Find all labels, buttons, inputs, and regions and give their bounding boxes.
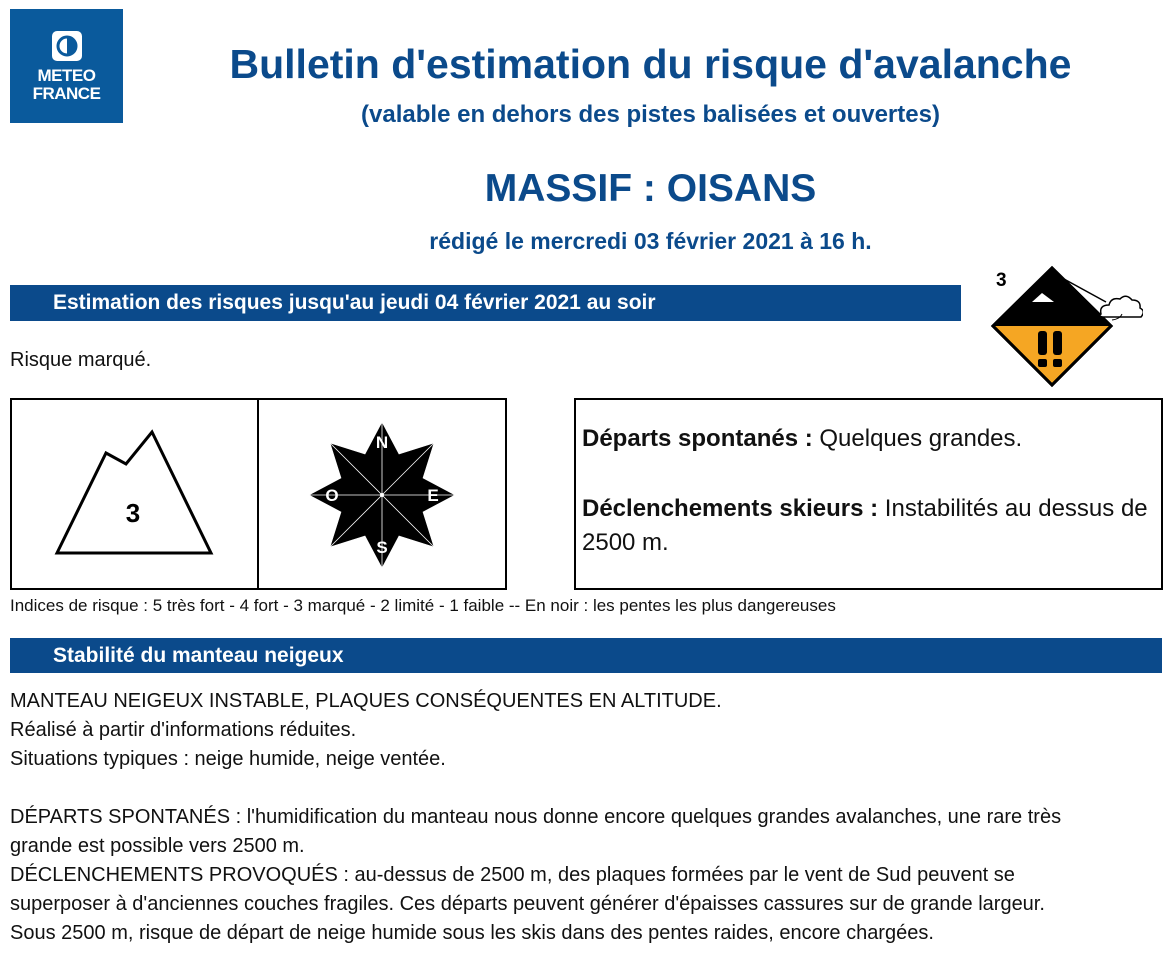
stability-section-title: Stabilité du manteau neigeux	[53, 644, 344, 667]
meteo-france-logo	[10, 9, 123, 123]
risk-level-pictogram	[988, 262, 1143, 395]
compass-west-label: O	[325, 486, 339, 505]
declench-value: Instabilités au dessus de 2500 m.	[582, 495, 1148, 556]
stability-line: superposer à d'anciennes couches fragiles. Ces départs peuvent générer d'épaisses cassures sur de grande largeur.	[10, 893, 1045, 915]
aspect-rose-box	[257, 398, 507, 590]
massif-name: MASSIF : OISANS	[484, 167, 817, 210]
compass-rose-icon	[259, 400, 505, 588]
declench-label: Déclenchements skieurs :	[582, 495, 879, 522]
stability-line: Situations typiques : neige humide, neige ventée.	[10, 748, 446, 770]
risk-summary: Risque marqué.	[10, 349, 152, 371]
mountain-risk-level: 3	[125, 498, 141, 528]
compass-south-label: S	[376, 538, 388, 557]
page-title: Bulletin d'estimation du risque d'avalanche	[229, 41, 1072, 87]
stability-section-header	[10, 638, 1162, 673]
declenchements-skieurs	[582, 492, 1155, 560]
compass-east-label: E	[427, 486, 439, 505]
stability-text	[10, 687, 1160, 948]
estimation-section-header	[10, 285, 961, 321]
redaction-date: rédigé le mercredi 03 février 2021 à 16 h.	[429, 228, 872, 254]
avalanche-details-box	[574, 398, 1163, 590]
departs-spontanes	[582, 422, 1155, 456]
stability-line: Sous 2500 m, risque de départ de neige humide sous les skis dans des pentes raides, encore chargées.	[10, 922, 934, 944]
logo-line-2: FRANCE	[32, 84, 101, 103]
page-subtitle: (valable en dehors des pistes balisées et ouvertes)	[361, 101, 940, 128]
departs-value: Quelques grandes.	[812, 425, 1023, 452]
meteo-france-emblem-icon	[50, 29, 84, 63]
stability-line: MANTEAU NEIGEUX INSTABLE, PLAQUES CONSÉQUENTES EN ALTITUDE.	[10, 690, 722, 712]
stability-line: DÉPARTS SPONTANÉS : l'humidification du manteau nous donne encore quelques grandes avalanches, une rare très	[10, 806, 1062, 828]
stability-line: Réalisé à partir d'informations réduites.	[10, 719, 357, 741]
stability-line	[10, 774, 1160, 803]
stability-line: grande est possible vers 2500 m.	[10, 835, 305, 857]
risk-index-legend: Indices de risque : 5 très fort - 4 fort - 3 marqué - 2 limité - 1 faible -- En noir : les pentes les plus dangereuses	[10, 596, 836, 615]
compass-north-label: N	[375, 433, 389, 452]
mountain-icon	[12, 400, 258, 588]
departs-label: Départs spontanés :	[582, 425, 813, 452]
estimation-section-title: Estimation des risques jusqu'au jeudi 04 février 2021 au soir	[53, 291, 656, 314]
logo-line-1: METEO	[37, 66, 96, 85]
mountain-risk-box	[10, 398, 260, 590]
stability-line: DÉCLENCHEMENTS PROVOQUÉS : au-dessus de 2500 m, des plaques formées par le vent de Sud peuvent se	[10, 864, 1015, 886]
risk-level-number: 3	[996, 270, 1007, 291]
avalanche-risk-icon	[988, 262, 1143, 390]
